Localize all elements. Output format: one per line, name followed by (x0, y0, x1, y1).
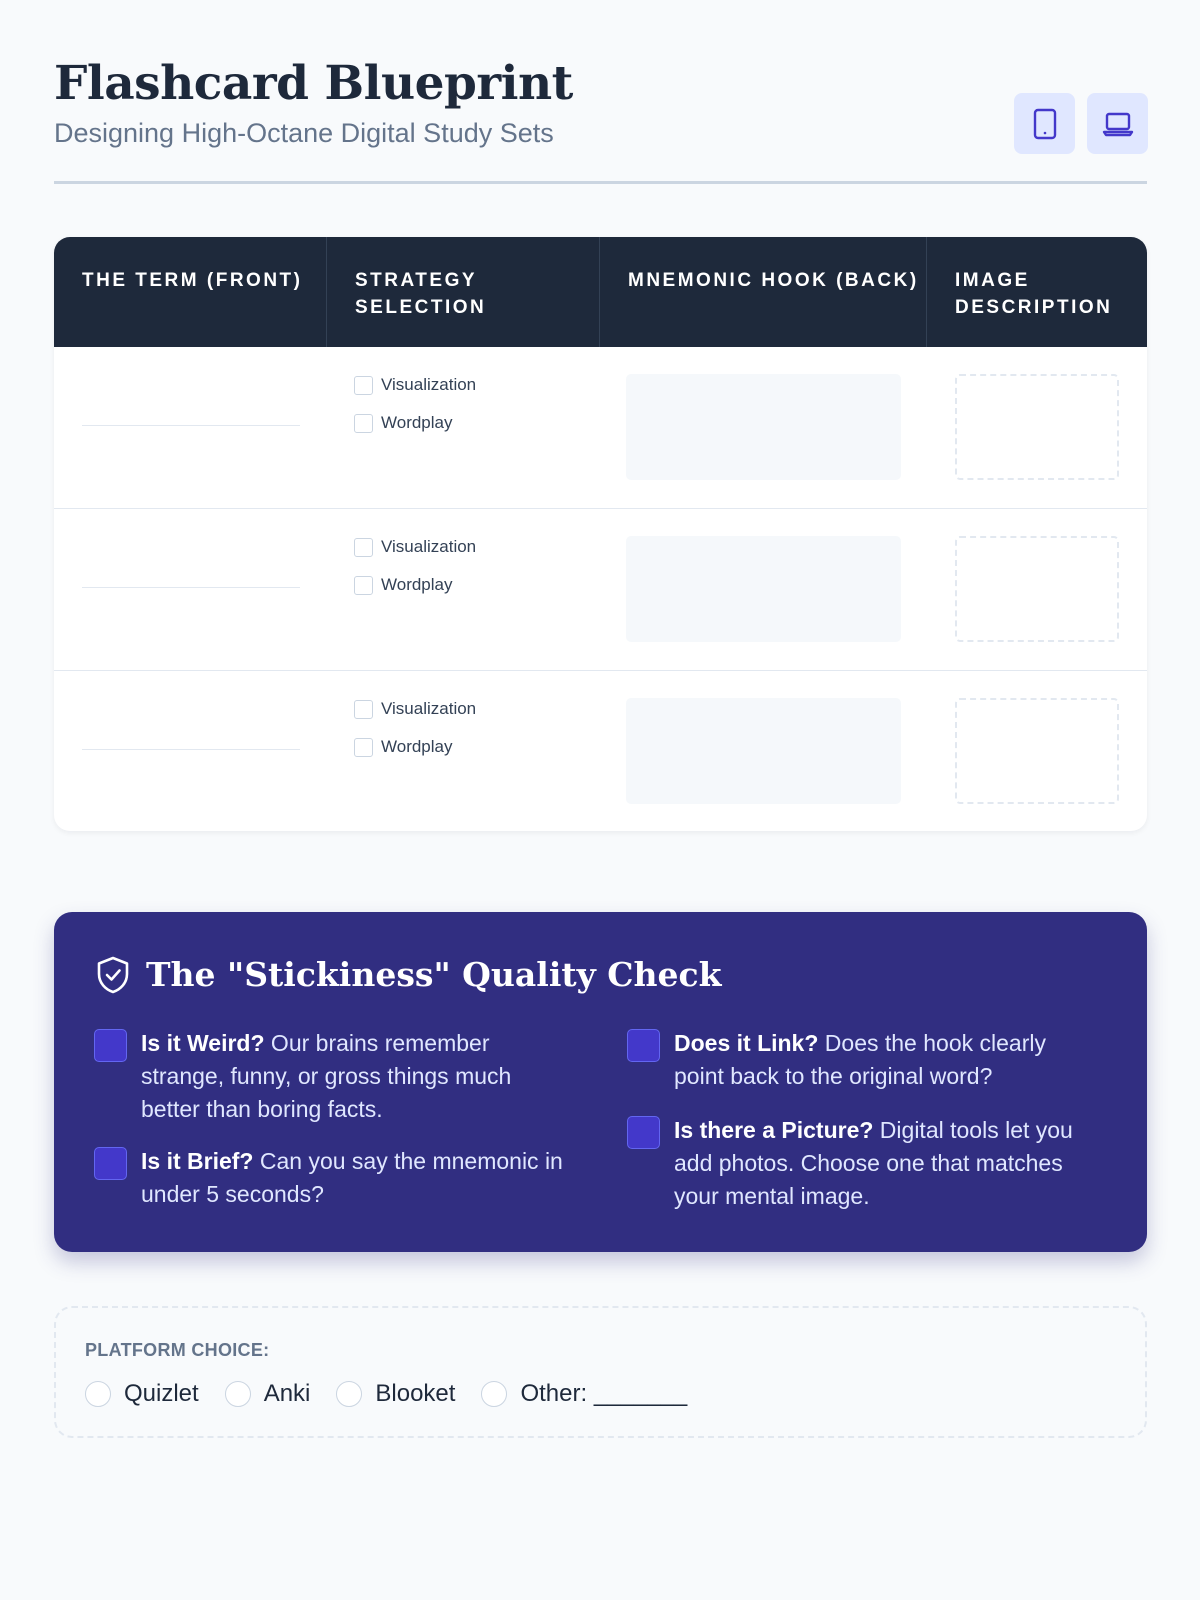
laptop-view-button[interactable] (1087, 93, 1148, 154)
strategy-option[interactable] (354, 413, 453, 433)
quality-check-header (96, 955, 721, 994)
platform-option-blooket[interactable] (336, 1380, 455, 1408)
checkbox[interactable] (354, 576, 373, 595)
term-input-line[interactable] (82, 425, 300, 426)
checkbox-label: Wordplay (381, 413, 453, 432)
term-cell[interactable] (54, 509, 327, 670)
strategy-option[interactable] (354, 699, 476, 719)
quality-item-text (141, 1027, 564, 1126)
checkbox[interactable] (354, 738, 373, 757)
strategy-cell (327, 347, 600, 508)
table-row (54, 671, 1147, 831)
tablet-view-button[interactable] (1014, 93, 1075, 154)
quality-item-label: Is it Weird? (141, 1030, 265, 1056)
term-cell[interactable] (54, 671, 327, 831)
quality-item-description: Does the hook clearly point back to the original word? (674, 1030, 1046, 1089)
mnemonic-input[interactable] (626, 698, 901, 804)
platform-option-label: Other: _______ (520, 1380, 688, 1407)
quality-item (627, 1027, 1097, 1093)
quality-checkbox[interactable] (94, 1029, 127, 1062)
quality-item-description: Our brains remember strange, funny, or gross things much better than boring facts. (141, 1030, 512, 1122)
flashcard-table (54, 237, 1147, 831)
page-header (54, 0, 1147, 184)
laptop-icon (1102, 111, 1134, 137)
platform-option-label: Blooket (375, 1380, 456, 1407)
platform-option-label: Quizlet (124, 1380, 199, 1407)
quality-item-text (674, 1027, 1097, 1093)
image-cell (927, 509, 1147, 670)
radio-button[interactable] (481, 1381, 507, 1407)
platform-option-quizlet[interactable] (85, 1380, 199, 1408)
radio-button[interactable] (225, 1381, 251, 1407)
column-header-image: IMAGE DESCRIPTION (955, 270, 1113, 318)
shield-check-icon (96, 956, 130, 994)
quality-item-label: Does it Link? (674, 1030, 819, 1056)
checkbox-label: Visualization (381, 537, 477, 556)
quality-item-label: Is there a Picture? (674, 1117, 874, 1143)
column-header-mnemonic: MNEMONIC HOOK (BACK) (600, 237, 927, 347)
tablet-icon (1033, 108, 1057, 140)
quality-checkbox[interactable] (627, 1029, 660, 1062)
page (54, 0, 1147, 1407)
quality-item (94, 1145, 564, 1211)
term-input-line[interactable] (82, 749, 300, 750)
platform-options (85, 1380, 713, 1408)
radio-button[interactable] (336, 1381, 362, 1407)
quality-item (94, 1027, 564, 1126)
quality-item-description: Digital tools let you add photos. Choose one that matches your mental image. (674, 1117, 1073, 1209)
table-row (54, 509, 1147, 671)
mnemonic-input[interactable] (626, 536, 901, 642)
table-header (54, 237, 1147, 347)
platform-option-anki[interactable] (225, 1380, 311, 1408)
strategy-option[interactable] (354, 375, 476, 395)
quality-item (627, 1114, 1097, 1213)
image-cell (927, 671, 1147, 831)
quality-checkbox[interactable] (627, 1116, 660, 1149)
quality-item-text (141, 1145, 564, 1211)
quality-check-panel (54, 912, 1147, 1252)
checkbox[interactable] (354, 538, 373, 557)
page-title: Flashcard Blueprint (54, 56, 573, 111)
quality-item-label: Is it Brief? (141, 1148, 254, 1174)
page-subtitle: Designing High-Octane Digital Study Sets (54, 118, 554, 148)
strategy-option[interactable] (354, 575, 453, 595)
strategy-cell (327, 671, 600, 831)
strategy-cell (327, 509, 600, 670)
term-cell[interactable] (54, 347, 327, 508)
image-placeholder[interactable] (955, 374, 1119, 480)
mnemonic-input[interactable] (626, 374, 901, 480)
checkbox[interactable] (354, 376, 373, 395)
mnemonic-cell (600, 671, 927, 831)
radio-button[interactable] (85, 1381, 111, 1407)
strategy-option[interactable] (354, 537, 476, 557)
platform-choice-section (54, 1306, 1147, 1438)
column-header-strategy: STRATEGY SELECTION (327, 237, 600, 347)
platform-option-other[interactable] (481, 1380, 687, 1408)
checkbox[interactable] (354, 414, 373, 433)
checkbox-label: Visualization (381, 375, 477, 394)
mnemonic-cell (600, 347, 927, 508)
table-row (54, 347, 1147, 509)
checkbox-label: Wordplay (381, 575, 453, 594)
image-cell (927, 347, 1147, 508)
checkbox-label: Visualization (381, 699, 477, 718)
image-placeholder[interactable] (955, 536, 1119, 642)
quality-item-text (674, 1114, 1097, 1213)
term-input-line[interactable] (82, 587, 300, 588)
strategy-option[interactable] (354, 737, 453, 757)
column-header-term: THE TERM (FRONT) (54, 237, 327, 347)
quality-item-description: Can you say the mnemonic in under 5 seconds? (141, 1148, 563, 1207)
image-placeholder[interactable] (955, 698, 1119, 804)
platform-choice-label: PLATFORM CHOICE: (85, 1340, 270, 1360)
mnemonic-cell (600, 509, 927, 670)
quality-checkbox[interactable] (94, 1147, 127, 1180)
checkbox[interactable] (354, 700, 373, 719)
checkbox-label: Wordplay (381, 737, 453, 756)
quality-check-title: The "Stickiness" Quality Check (146, 955, 722, 994)
platform-option-label: Anki (263, 1380, 311, 1407)
